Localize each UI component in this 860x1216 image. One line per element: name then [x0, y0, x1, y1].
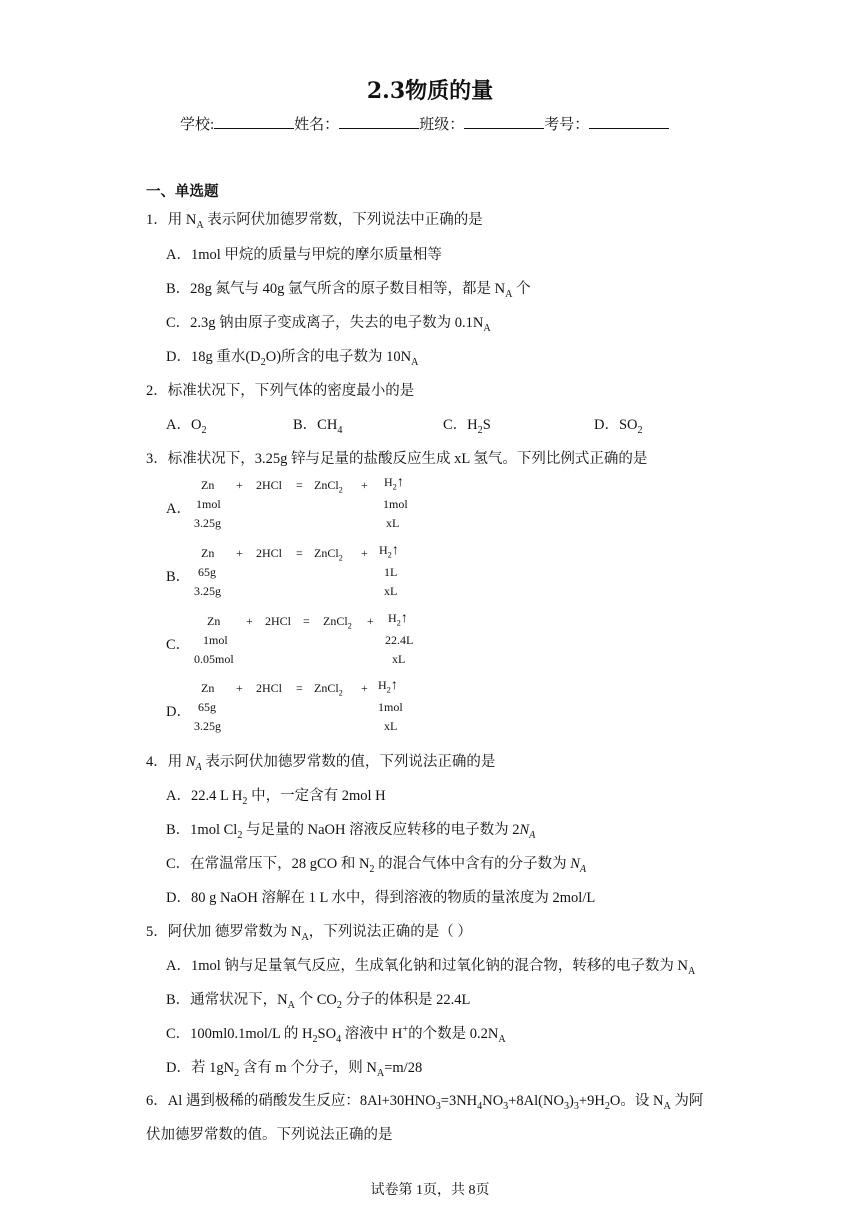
question-3-option-d-label: D．: [166, 704, 191, 720]
eq-plus: +: [361, 478, 368, 492]
eq-plus: +: [367, 614, 374, 628]
question-4-option-a: A．22.4 L $H_2$ 中，一定含有 2mol H: [166, 788, 386, 807]
exam-no-blank: [589, 114, 669, 129]
eq-zncl2: ZnCl$_2$: [314, 546, 343, 563]
section-heading: 一、单选题: [146, 184, 219, 200]
eq-h2-arrow: $H_2↑$: [379, 543, 399, 560]
name-label: 姓名：: [294, 117, 340, 133]
question-3-stem: 3．标准状况下，3.25g 锌与足量的盐酸反应生成 xL 氢气。下列比例式正确的是: [146, 451, 648, 467]
question-1-stem: 1．用 $N_A$ 表示阿伏加德罗常数，下列说法中正确的是: [146, 212, 483, 231]
eq-left-row2: 65g: [198, 565, 216, 579]
student-info-line: [180, 113, 669, 134]
question-2-stem: 2．标准状况下，下列气体的密度最小的是: [146, 383, 415, 399]
eq-equals: =: [296, 681, 303, 695]
exam-no-label: 考号：: [544, 117, 590, 133]
eq-plus: +: [236, 681, 243, 695]
school-label: 学校:: [180, 117, 215, 133]
eq-plus: +: [361, 681, 368, 695]
eq-right-row3: xL: [386, 516, 400, 530]
question-3-option-b-label: B．: [166, 569, 191, 585]
eq-zn: Zn: [207, 614, 221, 628]
eq-equals: =: [296, 546, 303, 560]
eq-right-row2: 1mol: [378, 700, 403, 714]
eq-left-row2: 65g: [198, 700, 216, 714]
eq-right-row3: xL: [392, 652, 406, 666]
question-4-stem: 4．用 $N_A$ 表示阿伏加德罗常数的值，下列说法正确的是: [146, 754, 496, 773]
eq-equals: =: [303, 614, 310, 628]
eq-zn: Zn: [201, 681, 215, 695]
eq-h2-arrow: $H_2↑$: [388, 611, 408, 628]
eq-hcl: 2HCl: [256, 478, 283, 492]
eq-left-row2: 1mol: [203, 633, 228, 647]
up-arrow-icon: ↑: [400, 611, 408, 626]
eq-plus: +: [246, 614, 253, 628]
eq-zn: Zn: [201, 478, 215, 492]
question-3-option-c-label: C．: [166, 637, 191, 653]
question-5-stem: 5．阿伏加 德罗常数为 $N_A$，下列说法正确的是（ ）: [146, 924, 472, 943]
question-1-option-a: A．1mol 甲烷的质量与甲烷的摩尔质量相等: [166, 247, 442, 263]
eq-right-row3: xL: [384, 719, 398, 733]
eq-left-row3: 0.05mol: [194, 652, 234, 666]
question-6-stem-line2: 伏加德罗常数的值。下列说法正确的是: [146, 1127, 393, 1143]
question-2-option-b: B．$CH_4$: [293, 417, 343, 436]
page-title: 2.3物质的量: [366, 78, 494, 104]
eq-plus: +: [236, 478, 243, 492]
eq-right-row2: 1mol: [383, 497, 408, 511]
up-arrow-icon: ↑: [391, 543, 399, 558]
school-blank: [214, 114, 294, 129]
eq-zncl2: ZnCl$_2$: [323, 614, 352, 631]
question-4-option-b: B．1mol $Cl_2$ 与足量的 NaOH 溶液反应转移的电子数为 $2N_A$: [166, 822, 536, 841]
class-blank: [464, 114, 544, 129]
eq-left-row3: 3.25g: [194, 516, 221, 530]
eq-left-row3: 3.25g: [194, 584, 221, 598]
eq-h2-arrow: $H_2↑$: [384, 475, 404, 492]
eq-zn: Zn: [201, 546, 215, 560]
question-5-option-d: D．若 $1gN_2$ 含有 m 个分子，则 $N_A=m/28$: [166, 1060, 423, 1079]
question-5-option-a: A．1mol 钠与足量氧气反应，生成氧化钠和过氧化钠的混合物，转移的电子数为 $N_A$: [166, 958, 696, 977]
question-2-option-a: A．$O_2$: [166, 417, 207, 436]
question-4-option-c: C．在常温常压下，28 gCO 和 $N_2$ 的混合气体中含有的分子数为 $N_A$: [166, 856, 587, 875]
eq-right-row2: 22.4L: [385, 633, 414, 647]
eq-hcl: 2HCl: [256, 681, 283, 695]
eq-h2-arrow: $H_2↑$: [378, 678, 398, 695]
eq-left-row3: 3.25g: [194, 719, 221, 733]
eq-zncl2: ZnCl$_2$: [314, 478, 343, 495]
eq-zncl2: ZnCl$_2$: [314, 681, 343, 698]
question-1-option-b: B．28g 氮气与 40g 氩气所含的原子数目相等，都是 $N_A$ 个: [166, 281, 531, 300]
eq-right-row2: 1L: [384, 565, 398, 579]
eq-hcl: 2HCl: [256, 546, 283, 560]
question-5-option-c: C．100ml0.1mol/L 的 $H_2SO_4$ 溶液中 H+的个数是 $0.2N_A$: [166, 1024, 506, 1045]
question-2-option-d: D．$SO_2$: [594, 417, 643, 436]
question-6-stem-line1: 6．Al 遇到极稀的硝酸发生反应：$8Al+30HNO_3=3NH_4NO_3+8Al(NO_3)_3+9H_2O$。设 $N_A$ 为阿: [146, 1093, 704, 1112]
eq-right-row3: xL: [384, 584, 398, 598]
up-arrow-icon: ↑: [390, 678, 398, 693]
question-4-option-d: D．80 g NaOH 溶解在 1 L 水中，得到溶液的物质的量浓度为 2mol/L: [166, 890, 596, 906]
question-2-option-c: C．$H_2S$: [443, 417, 491, 436]
eq-plus: +: [236, 546, 243, 560]
up-arrow-icon: ↑: [396, 475, 404, 490]
page-footer: 试卷第 1页，共 8页: [370, 1183, 490, 1198]
class-label: 班级：: [419, 117, 465, 133]
question-3-option-a-label: A．: [166, 501, 191, 517]
question-5-option-b: B．通常状况下，$N_A$ 个 $CO_2$ 分子的体积是 22.4L: [166, 992, 471, 1011]
eq-plus: +: [361, 546, 368, 560]
question-1-option-d: D．18g 重水$(D_2O)$所含的电子数为 $10N_A$: [166, 349, 419, 368]
eq-left-row2: 1mol: [196, 497, 221, 511]
eq-equals: =: [296, 478, 303, 492]
question-1-option-c: C．2.3g 钠由原子变成离子，失去的电子数为 $0.1N_A$: [166, 315, 491, 334]
eq-hcl: 2HCl: [265, 614, 292, 628]
name-blank: [339, 114, 419, 129]
